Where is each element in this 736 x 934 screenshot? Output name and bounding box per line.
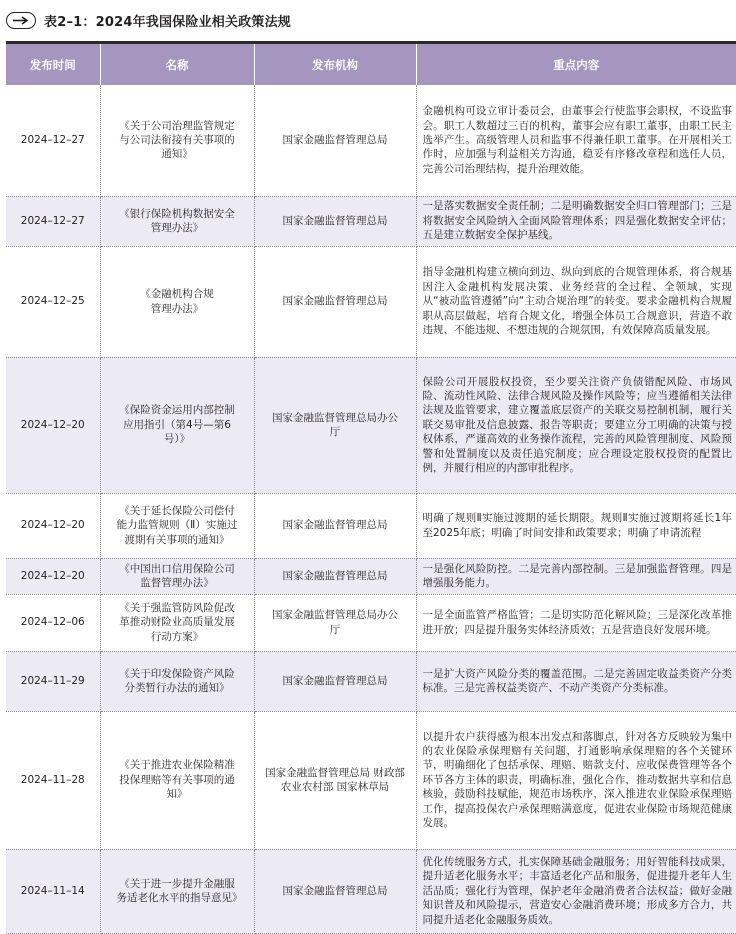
cell-name: 《金融机构合规管理办法》 (100, 246, 254, 357)
cell-key: 指导金融机构建立横向到边、纵向到底的合规管理体系，将合规基因注入金融机构发展决策、业务经营的全过程、全领域，实现从“被动监管遵循”向“主动合规治理”的转变。要求金融机构合规履职从高层做起，培育合规文化，增强全体员工合规意识，营造不敢违规、不能违规、不想违规的合规氛围，有效保障高质量发展。 (416, 246, 736, 357)
table-row (6, 196, 736, 246)
cell-date: 2024–12–27 (6, 85, 100, 196)
table-row (6, 711, 736, 849)
cell-name: 《保险资金运用内部控制应用指引（第4号—第6号）》 (100, 357, 254, 493)
cell-key: 一是强化风险防控。二是完善内部控制。三是加强监督管理。四是增强服务能力。 (416, 558, 736, 594)
policy-table (6, 44, 736, 934)
header-row (6, 44, 736, 85)
header-name: 名称 (100, 44, 254, 85)
cell-org: 国家金融监督管理总局 财政部 农业农村部 国家林草局 (254, 711, 416, 849)
table-row (6, 651, 736, 711)
table-row (6, 493, 736, 558)
cell-name: 《关于进一步提升金融服务适老化水平的指导意见》 (100, 849, 254, 933)
cell-name: 《关于印发保险资产风险分类暂行办法的通知》 (100, 651, 254, 711)
cell-date: 2024–12–20 (6, 357, 100, 493)
cell-name: 《关于公司治理监管规定与公司法衔接有关事项的通知》 (100, 85, 254, 196)
table-row (6, 246, 736, 357)
cell-name: 《关于推进农业保险精准投保理赔等有关事项的通知》 (100, 711, 254, 849)
cell-date: 2024–11–14 (6, 849, 100, 933)
header-date: 发布时间 (6, 44, 100, 85)
cell-org: 国家金融监督管理总局 (254, 196, 416, 246)
table-row (6, 594, 736, 651)
table-caption (6, 9, 291, 31)
cell-key: 保险公司开展股权投资，至少要关注资产负债错配风险、市场风险、流动性风险、法律合规风险及操作风险等；应当遵循相关法律法规及监管要求，建立覆盖底层资产的关联交易控制机制，履行关联交易审批及信息披露、报告等职责；要建立分工明确的决策与授权体系，严谨高效的业务操作流程，完善的风险管理制度、风险预警和处置制度以及责任追究制度；应合理设定股权投资的配置比例，并履行相应的内部审批程序。 (416, 357, 736, 493)
cell-org: 国家金融监督管理总局 (254, 246, 416, 357)
cell-org: 国家金融监督管理总局 (254, 493, 416, 558)
cell-name: 《银行保险机构数据安全管理办法》 (100, 196, 254, 246)
cell-date: 2024–12–20 (6, 558, 100, 594)
cell-key: 一是全面监管严格监管；二是切实防范化解风险；三是深化改革推进开放；四是提升服务实体经济质效；五是营造良好发展环境。 (416, 594, 736, 651)
cell-name: 《中国出口信用保险公司监督管理办法》 (100, 558, 254, 594)
table-row (6, 849, 736, 933)
cell-org: 国家金融监督管理总局 (254, 558, 416, 594)
cell-key: 明确了规则Ⅱ实施过渡期的延长期限。规则Ⅱ实施过渡期将延长1年至2025年底；明确了时间安排和政策要求；明确了申请流程 (416, 493, 736, 558)
cell-date: 2024–11–28 (6, 711, 100, 849)
table-row (6, 558, 736, 594)
cell-key: 金融机构可设立审计委员会，由董事会行使监事会职权，不设监事会。职工人数超过三百的机构，董事会应有职工董事，由职工民主选举产生。高级管理人员和监事不得兼任职工董事。在开展相关工作时，应加强与利益相关方沟通，稳妥有序修改章程和选任人员，完善公司治理结构，提升治理效能。 (416, 85, 736, 196)
cell-date: 2024–12–27 (6, 196, 100, 246)
table-row (6, 85, 736, 196)
table-title: 表2–1：2024年我国保险业相关政策法规 (44, 14, 291, 30)
cell-org: 国家金融监督管理总局 (254, 849, 416, 933)
cell-key: 以提升农户获得感为根本出发点和落脚点，针对各方反映较为集中的农业保险承保理赔有关问题，打通影响承保理赔的各个关键环节，明确细化了包括承保、理赔、赔款支付、应收保费管理等各个环节各方主体的职责，明确标准，强化合作，推动数据共享和信息核验，鼓励科技赋能，规范市场秩序，深入推进农业保险承保理赔工作，提高投保农户承保理赔满意度，促进农业保险市场规范健康发展。 (416, 711, 736, 849)
cell-org: 国家金融监督管理总局 (254, 85, 416, 196)
cell-key: 一是扩大资产风险分类的覆盖范围。二是完善固定收益类资产分类标准。三是完善权益类资产、不动产类资产分类标准。 (416, 651, 736, 711)
header-key: 重点内容 (416, 44, 736, 85)
cell-org: 国家金融监督管理总局 (254, 651, 416, 711)
cell-key: 优化传统服务方式，扎实保障基础金融服务；用好智能科技成果，提升适老化服务水平；丰富适老化产品和服务，促进提升老年人生活品质；强化行为管理，保护老年金融消费者合法权益；做好金融知识普及和风险提示，营造安心金融消费环境；形成多方合力，共同提升适老化金融服务质效。 (416, 849, 736, 933)
arrow-right-icon (6, 12, 36, 29)
cell-date: 2024–11–29 (6, 651, 100, 711)
cell-org: 国家金融监督管理总局办公厅 (254, 594, 416, 651)
cell-key: 一是落实数据安全责任制；二是明确数据安全归口管理部门；三是将数据安全风险纳入全面风险管理体系；四是强化数据安全评估；五是建立数据安全保护基线。 (416, 196, 736, 246)
cell-name: 《关于延长保险公司偿付能力监管规则（Ⅱ）实施过渡期有关事项的通知》 (100, 493, 254, 558)
table-row (6, 357, 736, 493)
cell-date: 2024–12–06 (6, 594, 100, 651)
cell-date: 2024–12–20 (6, 493, 100, 558)
cell-date: 2024–12–25 (6, 246, 100, 357)
header-org: 发布机构 (254, 44, 416, 85)
cell-org: 国家金融监督管理总局办公厅 (254, 357, 416, 493)
cell-name: 《关于强监管防风险促改革推动财险业高质量发展行动方案》 (100, 594, 254, 651)
